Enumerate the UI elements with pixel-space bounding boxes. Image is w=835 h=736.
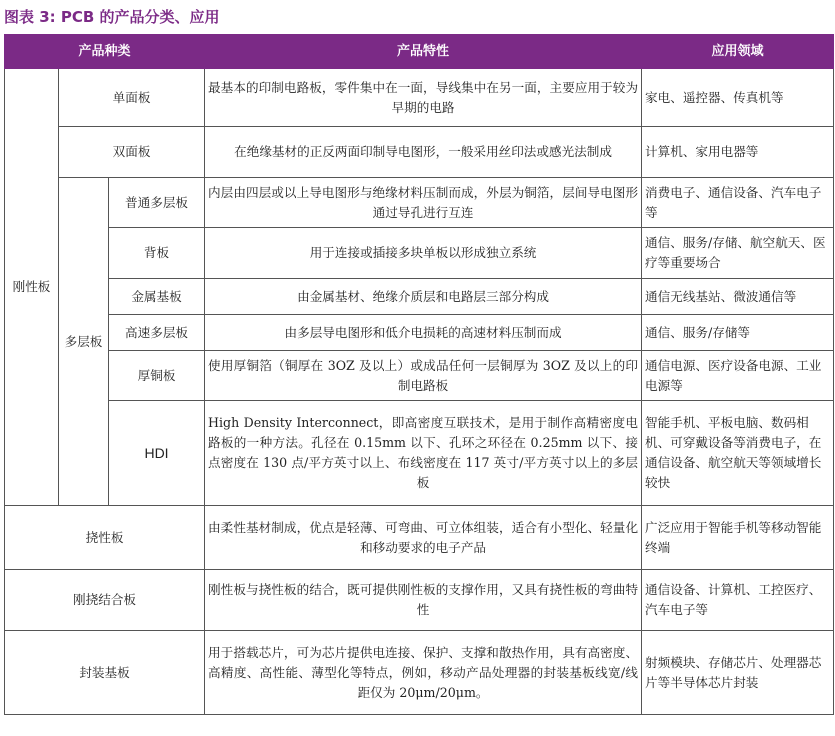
row-name: 背板 [109,228,205,279]
row-name: 厚铜板 [109,351,205,401]
pcb-classification-table [4,34,834,715]
row-name: 挠性板 [5,506,205,570]
table-row [5,506,834,570]
row-name: 高速多层板 [109,315,205,351]
row-application: 通信设备、计算机、工控医疗、汽车电子等 [642,570,834,631]
row-feature: 刚性板与挠性板的结合，既可提供刚性板的支撑作用，又具有挠性板的弯曲特性 [205,570,642,631]
table-row [5,631,834,715]
table-row [5,279,834,315]
row-application: 通信无线基站、微波通信等 [642,279,834,315]
row-application: 计算机、家用电器等 [642,127,834,178]
row-feature: 用于搭载芯片，可为芯片提供电连接、保护、支撑和散热作用，具有高密度、高精度、高性能、薄型化等特点，例如，移动产品处理器的封装基板线宽/线距仅为 20μm/20μm。 [205,631,642,715]
header-category: 产品种类 [5,35,205,69]
row-application: 智能手机、平板电脑、数码相机、可穿戴设备等消费电子，在通信设备、航空航天等领域增长较快 [642,401,834,506]
row-application: 通信电源、医疗设备电源、工业电源等 [642,351,834,401]
row-name: 双面板 [59,127,205,178]
row-application: 家电、遥控器、传真机等 [642,69,834,127]
row-feature: 内层由四层或以上导电图形与绝缘材料压制而成，外层为铜箔，层间导电图形通过导孔进行互连 [205,178,642,228]
row-feature: 由多层导电图形和低介电损耗的高速材料压制而成 [205,315,642,351]
row-application: 通信、服务/存储等 [642,315,834,351]
row-feature: 使用厚铜箔（铜厚在 3OZ 及以上）或成品任何一层铜厚为 3OZ 及以上的印制电路板 [205,351,642,401]
table-row [5,570,834,631]
row-application: 广泛应用于智能手机等移动智能终端 [642,506,834,570]
row-feature: 最基本的印制电路板，零件集中在一面，导线集中在另一面，主要应用于较为早期的电路 [205,69,642,127]
row-name: 金属基板 [109,279,205,315]
row-name: 单面板 [59,69,205,127]
row-feature: 用于连接或插接多块单板以形成独立系统 [205,228,642,279]
table-header-row [5,35,834,69]
table-row [5,351,834,401]
row-name: 刚挠结合板 [5,570,205,631]
header-application: 应用领域 [642,35,834,69]
row-name: HDI [109,401,205,506]
group-label-multilayer: 多层板 [59,178,109,506]
row-feature: 由柔性基材制成，优点是轻薄、可弯曲、可立体组装，适合有小型化、轻量化和移动要求的电子产品 [205,506,642,570]
header-feature: 产品特性 [205,35,642,69]
row-application: 通信、服务/存储、航空航天、医疗等重要场合 [642,228,834,279]
table-row [5,228,834,279]
row-feature: High Density Interconnect，即高密度互联技术，是用于制作高精密度电路板的一种方法。孔径在 0.15mm 以下、孔环之环径在 0.25mm 以下、接点密度在 130 点/平方英寸以上、布线密度在 117 英寸/平方英寸以上的多层板 [205,401,642,506]
figure-title: 图表 3: PCB 的产品分类、应用 [4,8,220,26]
table-row [5,315,834,351]
table-row [5,127,834,178]
row-feature: 在绝缘基材的正反两面印制导电图形，一般采用丝印法或感光法制成 [205,127,642,178]
table-row [5,69,834,127]
table-row [5,178,834,228]
table-row [5,401,834,506]
group-label-rigid: 刚性板 [5,69,59,506]
row-application: 消费电子、通信设备、汽车电子等 [642,178,834,228]
row-feature: 由金属基材、绝缘介质层和电路层三部分构成 [205,279,642,315]
row-name: 普通多层板 [109,178,205,228]
row-name: 封装基板 [5,631,205,715]
row-application: 射频模块、存储芯片、处理器芯片等半导体芯片封装 [642,631,834,715]
